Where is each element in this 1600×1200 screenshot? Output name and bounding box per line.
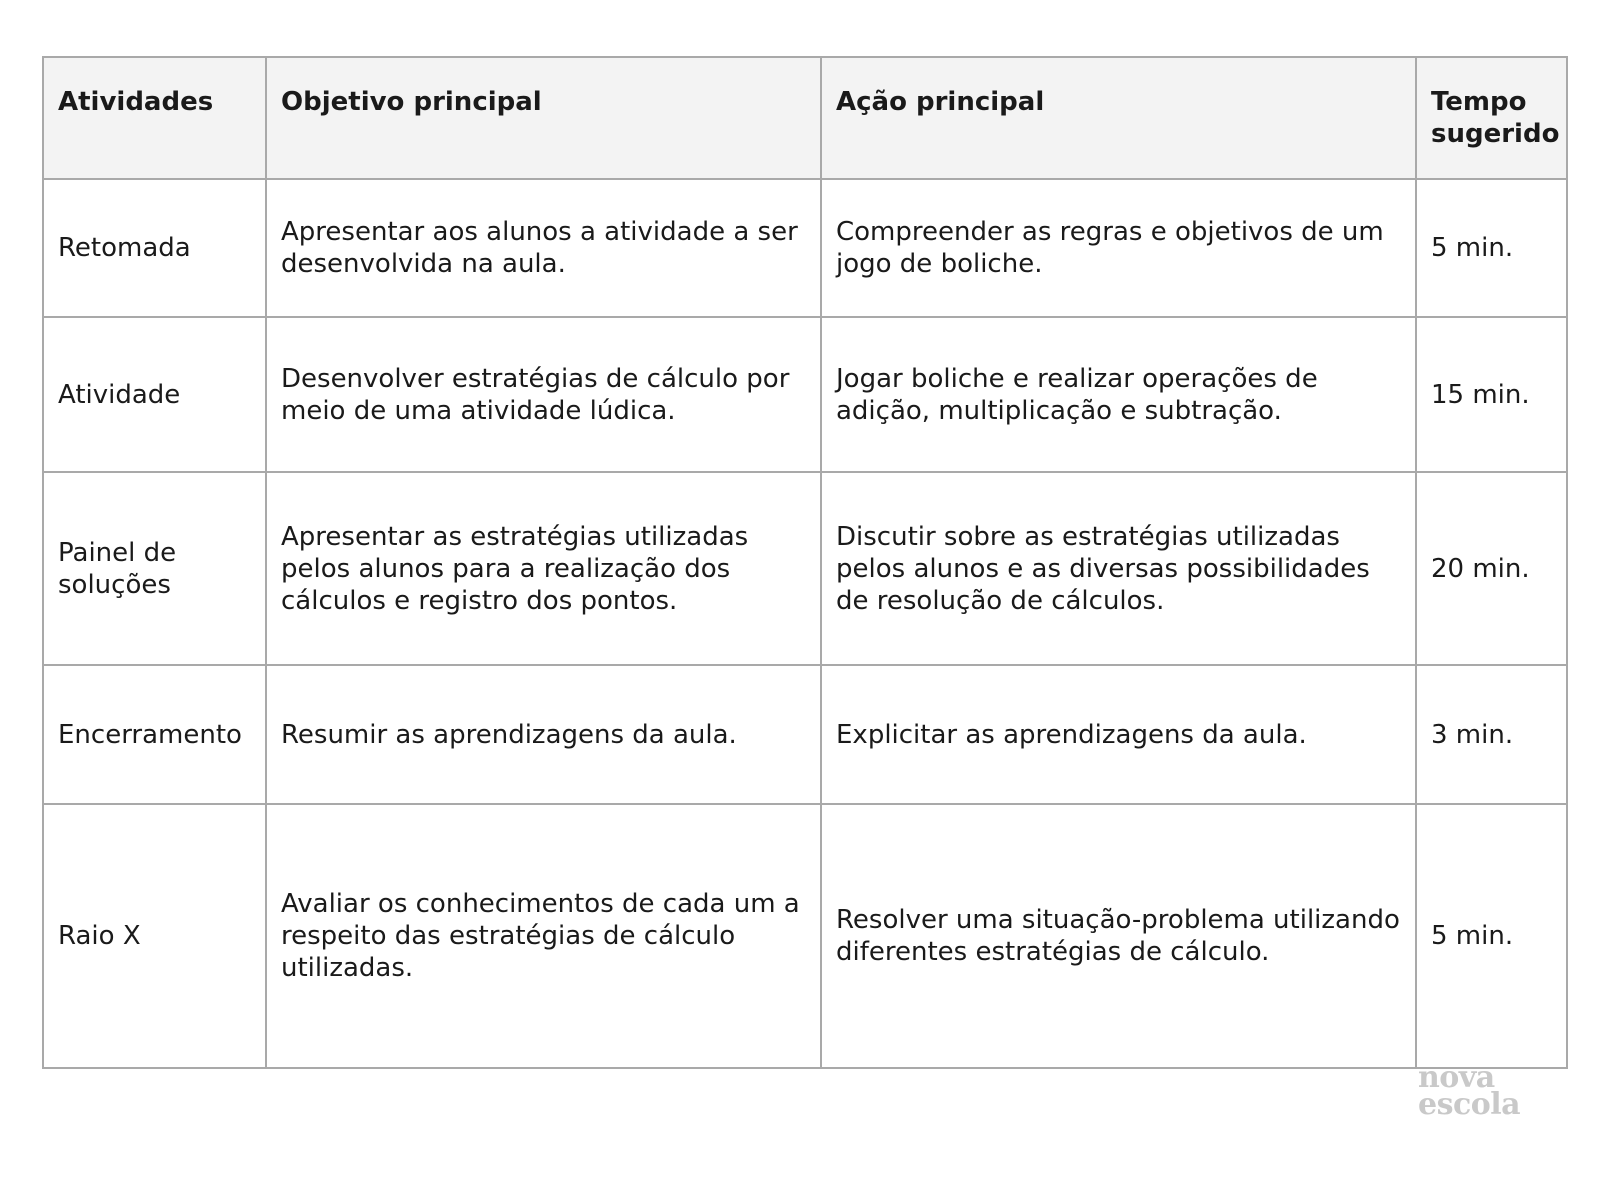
nova-escola-logo bbox=[1418, 1060, 1538, 1122]
cell-objetivo: Desenvolver estratégias de cálculo por meio de uma atividade lúdica. bbox=[266, 317, 821, 472]
header-row bbox=[43, 57, 1567, 179]
cell-objetivo: Resumir as aprendizagens da aula. bbox=[266, 665, 821, 804]
header-objetivo-principal: Objetivo principal bbox=[266, 57, 821, 179]
cell-objetivo: Avaliar os conhecimentos de cada um a respeito das estratégias de cálculo utilizadas. bbox=[266, 804, 821, 1068]
header-atividades: Atividades bbox=[43, 57, 266, 179]
table-header bbox=[43, 57, 1567, 179]
cell-acao: Discutir sobre as estratégias utilizadas pelos alunos e as diversas possibilidades de resolução de cálculos. bbox=[821, 472, 1416, 665]
table-body bbox=[43, 179, 1567, 1068]
cell-atividade: Encerramento bbox=[43, 665, 266, 804]
cell-tempo: 15 min. bbox=[1416, 317, 1567, 472]
cell-tempo: 5 min. bbox=[1416, 804, 1567, 1068]
table-row bbox=[43, 317, 1567, 472]
table-row bbox=[43, 472, 1567, 665]
cell-atividade: Retomada bbox=[43, 179, 266, 317]
logo-line-escola: escola bbox=[1418, 1087, 1521, 1122]
lesson-plan-table bbox=[42, 56, 1568, 1069]
cell-tempo: 5 min. bbox=[1416, 179, 1567, 317]
cell-atividade: Raio X bbox=[43, 804, 266, 1068]
cell-acao: Jogar boliche e realizar operações de adição, multiplicação e subtração. bbox=[821, 317, 1416, 472]
cell-acao: Compreender as regras e objetivos de um jogo de boliche. bbox=[821, 179, 1416, 317]
cell-acao: Explicitar as aprendizagens da aula. bbox=[821, 665, 1416, 804]
table-row bbox=[43, 665, 1567, 804]
header-tempo-sugerido: Tempo sugerido bbox=[1416, 57, 1567, 179]
header-acao-principal: Ação principal bbox=[821, 57, 1416, 179]
cell-tempo: 3 min. bbox=[1416, 665, 1567, 804]
cell-tempo: 20 min. bbox=[1416, 472, 1567, 665]
cell-atividade: Painel de soluções bbox=[43, 472, 266, 665]
cell-atividade: Atividade bbox=[43, 317, 266, 472]
cell-acao: Resolver uma situação-problema utilizando diferentes estratégias de cálculo. bbox=[821, 804, 1416, 1068]
table-row bbox=[43, 804, 1567, 1068]
table-row bbox=[43, 179, 1567, 317]
logo-line-nova: nova bbox=[1418, 1060, 1495, 1095]
cell-objetivo: Apresentar aos alunos a atividade a ser desenvolvida na aula. bbox=[266, 179, 821, 317]
cell-objetivo: Apresentar as estratégias utilizadas pelos alunos para a realização dos cálculos e registro dos pontos. bbox=[266, 472, 821, 665]
